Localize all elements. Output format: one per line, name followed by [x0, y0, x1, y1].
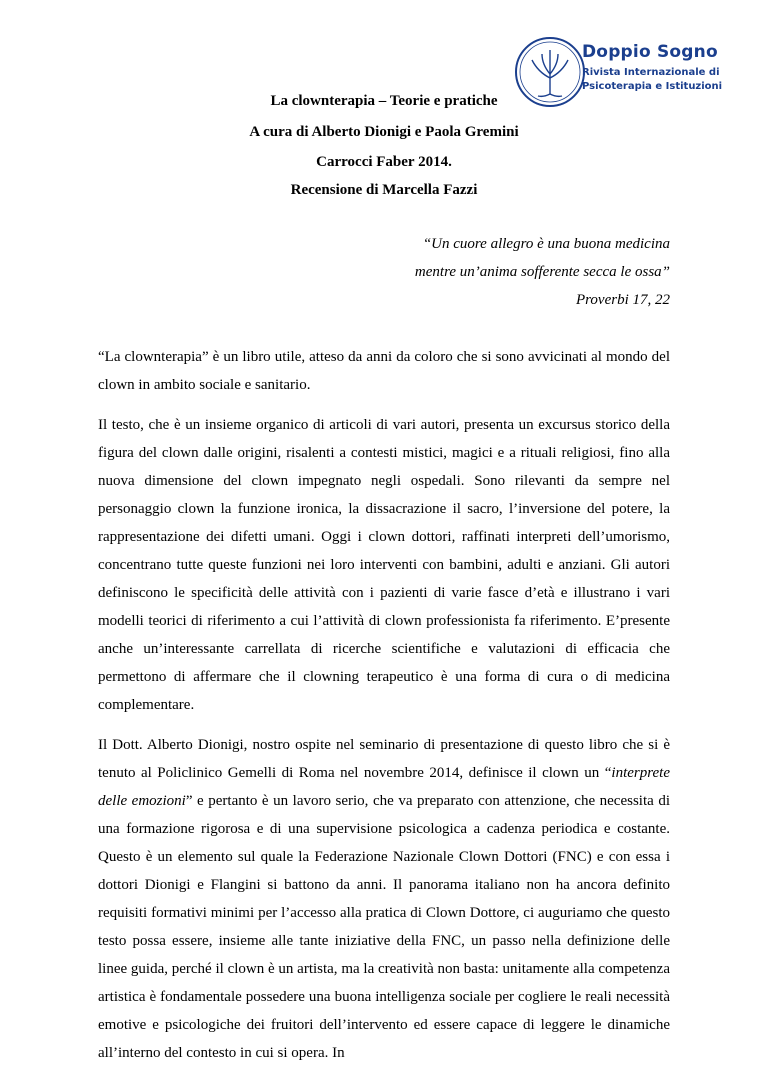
book-title: La clownterapia – Teorie e pratiche — [270, 93, 498, 109]
epigraph-source: Proverbi 17, 22 — [575, 292, 670, 308]
paragraph-2: Il testo, che è un insieme organico di articoli di vari autori, presenta un excursus storico della figura del clown dalle origini, risalenti a contesti mistici, magici e a rituali religiosi, fino alla nuova dimensione del clown impegnato negli ospedali. Sono rilevanti da sempre nel personaggio clown la funzione ironica, la dissacrazione il sacro, l’inversione del potere, la rappresentazione dei difetti umani. Oggi i clown dottori, raffinati interpreti dell’umorismo, concentrano tutte queste funzioni nei loro interventi con bambini, adulti e anziani. Gli autori definiscono le specificità delle attività con i pazienti di varie fasce d’età e illustrano i vari modelli teorici di riferimento a cui l’attività di clown professionista fa riferimento. E’presente anche un’interessante carrellata di ricerche scientifiche e valutazioni di efficacia che permettono di affermare che il clowning terapeutico è una forma di cura o di medicina complementare. — [98, 417, 670, 713]
logo-subtitle-line2: Psicoterapia e Istituzioni — [582, 81, 723, 92]
paragraph-3-emphasis: interprete delle emozioni — [98, 765, 670, 809]
review-body — [98, 343, 670, 1079]
book-publisher: Carrocci Faber 2014. — [316, 154, 452, 170]
epigraph-line2: mentre un’anima sofferente secca le ossa” — [414, 264, 670, 280]
paragraph-3-part-b: ” e pertanto è un lavoro serio, che va preparato con attenzione, che necessita di una formazione rigorosa e di una supervisione psicologica a cadenza periodica e costante. Questo è un elemento sul quale la Federazione Nazionale Clown Dottori (FNC) e con essa i dottori Dionigi e Flangini si battono da anni. Il panorama italiano non ha ancora definito requisiti formativi minimi per l’accesso alla pratica di Clown Dottore, ci auguriamo che questo testo possa essere, insieme alle tante iniziative della FNC, un passo nella definizione delle linee guida, perché il clown è un artista, ma la creatività non basta: unitamente alla competenza artistica è fondamentale possedere una buona intelligenza sociale per cogliere le reali necessità emotive e psicologiche dei fruitori dell’intervento ed essere capace di leggere le dinamiche all’interno del contesto in cui si opera. In — [98, 793, 670, 1061]
book-editors: A cura di Alberto Dionigi e Paola Gremini — [249, 124, 519, 140]
paragraph-3-part-a: Il Dott. Alberto Dionigi, nostro ospite nel seminario di presentazione di questo libro che si è tenuto al Policlinico Gemelli di Roma nel novembre 2014, definisce il clown un “ — [98, 737, 670, 781]
epigraph-line1: “Un cuore allegro è una buona medicina — [422, 236, 670, 252]
paragraph-1: “La clownterapia” è un libro utile, atteso da anni da coloro che si sono avvicinati al mondo del clown in ambito sociale e sanitario. — [98, 349, 670, 393]
logo-subtitle-line1: Rivista Internazionale di — [582, 67, 720, 78]
paragraph-3 — [98, 731, 670, 1067]
logo-title: Doppio Sogno — [582, 42, 718, 62]
review-author: Recensione di Marcella Fazzi — [290, 182, 478, 198]
